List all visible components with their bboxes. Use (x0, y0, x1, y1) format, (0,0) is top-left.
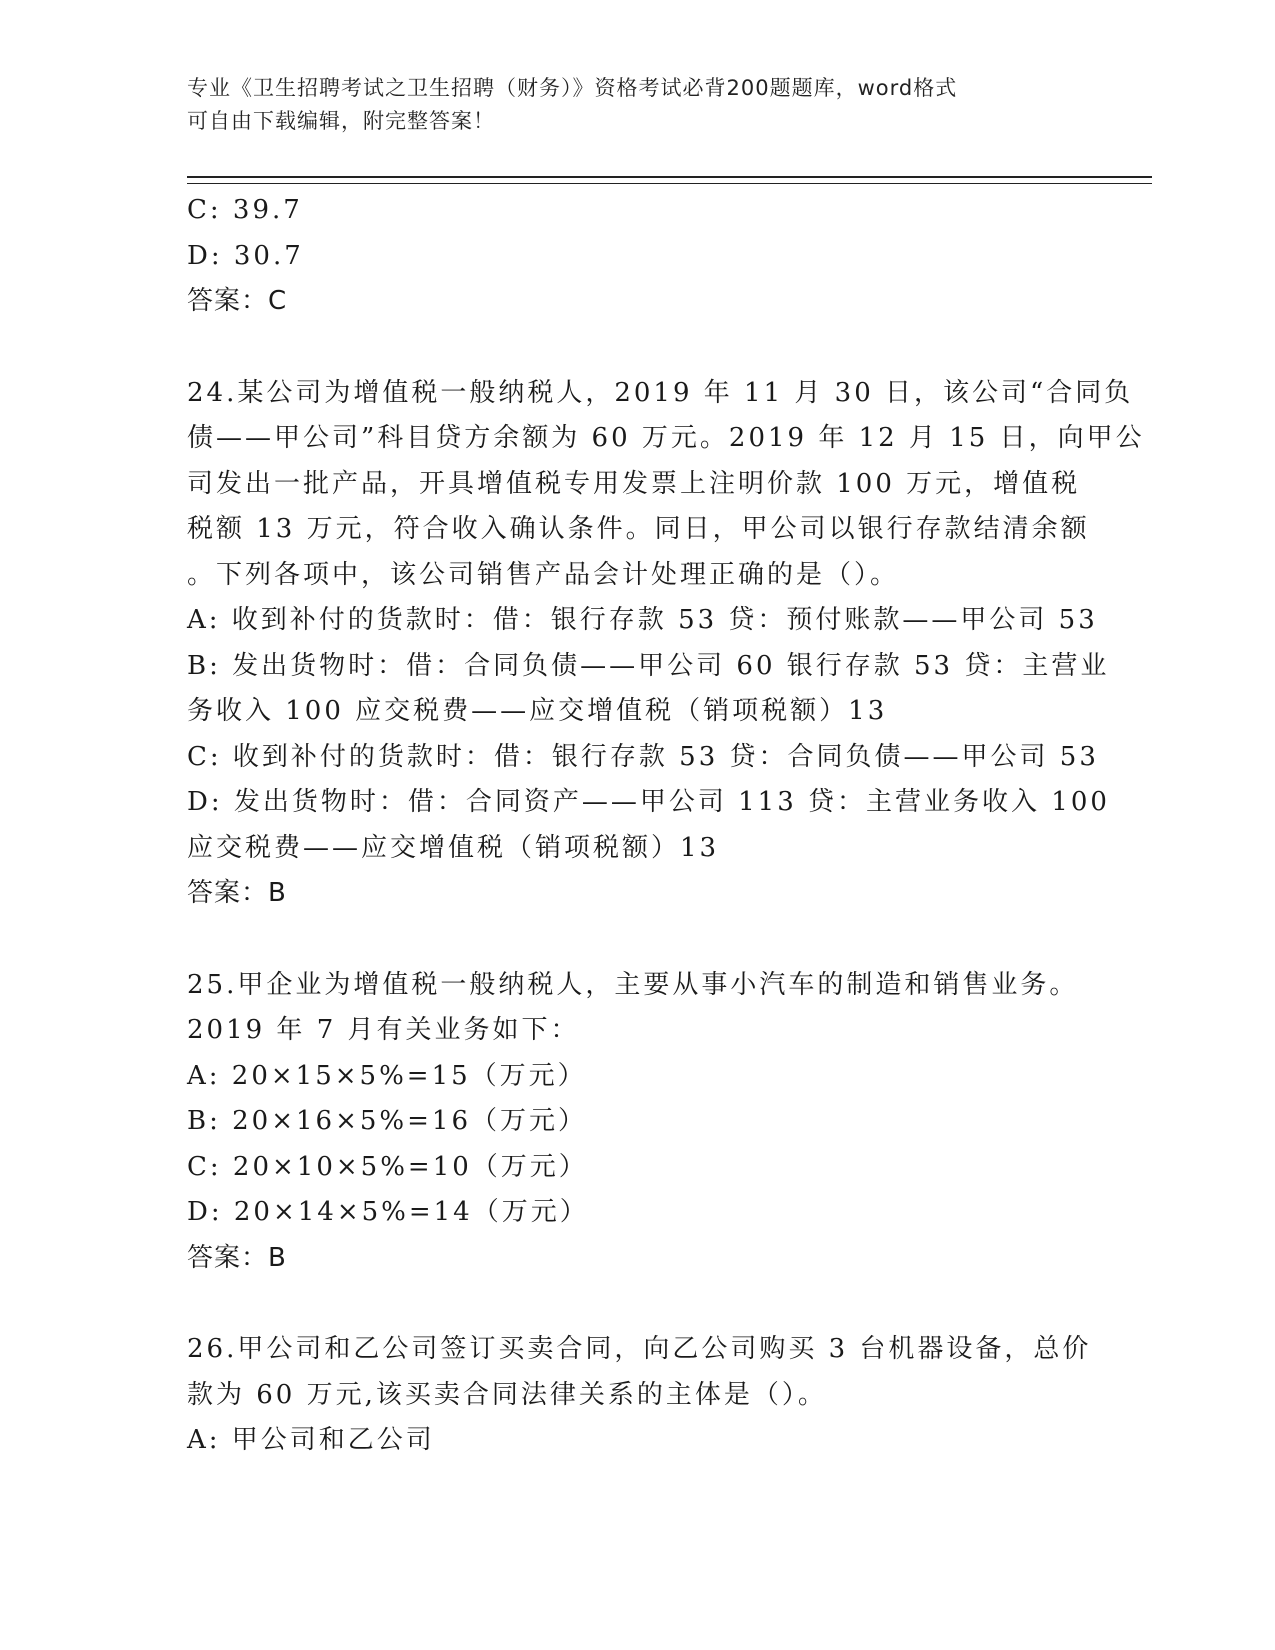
option-d: D: 发出货物时：借：合同资产——甲公司 113 贷：主营业务收入 100 (187, 787, 1110, 817)
question-stem-line: 司发出一批产品，开具增值税专用发票上注明价款 100 万元，增值税 (187, 468, 1081, 499)
question-stem-line: 款为 60 万元,该买卖合同法律关系的主体是（）。 (187, 1379, 827, 1410)
option-a: A: 甲公司和乙公司 (187, 1425, 435, 1455)
spacer (187, 917, 1087, 963)
previous-question-tail (187, 188, 1087, 325)
question-stem-line: 债——甲公司”科目贷方余额为 60 万元。2019 年 12 月 15 日，向甲公 (187, 423, 1145, 453)
header-divider-thick (187, 176, 1152, 178)
option-b: B: 20×16×5%=16（万元） (187, 1106, 587, 1136)
spacer (187, 325, 1087, 371)
header-line-2: 可自由下载编辑，附完整答案！ (187, 109, 495, 133)
answer-line: 答案：C (187, 286, 288, 316)
question-stem-line: 24.某公司为增值税一般纳税人，2019 年 11 月 30 日，该公司“合同负 (187, 377, 1134, 408)
option-d: D: 20×14×5%=14（万元） (187, 1197, 589, 1227)
document-body (187, 188, 1145, 1464)
option-c: C: 39.7 (187, 195, 303, 225)
option-d: D: 30.7 (187, 240, 304, 271)
spacer (187, 1281, 1087, 1327)
question-stem-line: 。下列各项中，该公司销售产品会计处理正确的是（）。 (187, 559, 900, 590)
option-b: B: 发出货物时：借：合同负债——甲公司 60 银行存款 53 贷：主营业 (187, 650, 1110, 681)
option-a: A: 收到补付的货款时：借：银行存款 53 贷：预付账款——甲公司 53 (187, 605, 1098, 635)
question-stem-line: 26.甲公司和乙公司签订买卖合同，向乙公司购买 3 台机器设备，总价 (187, 1334, 1092, 1364)
question-stem-line: 税额 13 万元，符合收入确认条件。同日，甲公司以银行存款结清余额 (187, 514, 1090, 544)
option-c: C: 20×10×5%=10（万元） (187, 1151, 588, 1182)
option-a: A: 20×15×5%=15（万元） (187, 1060, 587, 1091)
answer-line: 答案：B (187, 1242, 287, 1273)
question-26 (187, 1327, 1092, 1464)
option-c: C: 收到补付的货款时：借：银行存款 53 贷：合同负债——甲公司 53 (187, 741, 1099, 772)
page-header (187, 72, 1067, 138)
question-stem-line: 25.甲企业为增值税一般纳税人，主要从事小汽车的制造和销售业务。 (187, 969, 1079, 1000)
question-stem-line: 2019 年 7 月有关业务如下： (187, 1015, 580, 1045)
header-divider-thin (187, 183, 1152, 184)
option-d-continued: 应交税费——应交增值税（销项税额）13 (187, 832, 720, 863)
answer-line: 答案：B (187, 878, 287, 908)
question-25 (187, 963, 1087, 1282)
header-line-1: 专业《卫生招聘考试之卫生招聘（财务）》资格考试必背200题题库，word格式 (187, 76, 958, 100)
question-24 (187, 371, 1145, 917)
option-b-continued: 务收入 100 应交税费——应交增值税（销项税额）13 (187, 696, 888, 726)
